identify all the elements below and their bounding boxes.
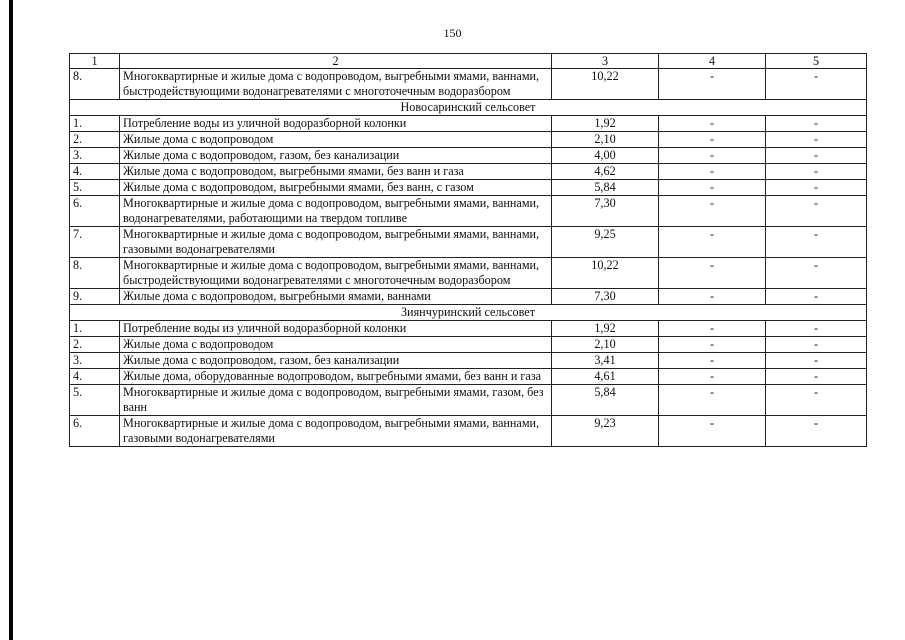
- row-value-col5: -: [766, 369, 867, 385]
- row-value-col3: 5,84: [552, 180, 659, 196]
- row-description: Жилые дома с водопроводом, выгребными ямами, ваннами: [120, 289, 552, 305]
- section-title: Зиянчуринский сельсовет: [70, 305, 867, 321]
- row-value-col3: 2,10: [552, 337, 659, 353]
- table-row: [70, 196, 867, 227]
- table-row: [70, 132, 867, 148]
- row-value-col5: -: [766, 180, 867, 196]
- row-value-col3: 1,92: [552, 321, 659, 337]
- row-description: Жилые дома с водопроводом, газом, без канализации: [120, 148, 552, 164]
- row-value-col3: 1,92: [552, 116, 659, 132]
- row-number: 2.: [70, 132, 120, 148]
- row-value-col4: -: [659, 180, 766, 196]
- row-value-col5: -: [766, 132, 867, 148]
- section-header-row: [70, 100, 867, 116]
- table-row: [70, 180, 867, 196]
- table-row: [70, 369, 867, 385]
- row-description: Жилые дома с водопроводом: [120, 337, 552, 353]
- row-value-col5: -: [766, 258, 867, 289]
- row-value-col5: -: [766, 116, 867, 132]
- header-cell: 1: [70, 54, 120, 69]
- page-edge-bar: [9, 0, 13, 640]
- row-description: Многоквартирные и жилые дома с водопроводом, выгребными ямами, ваннами, быстродействующими водонагревателями с многоточечным водоразбором: [120, 258, 552, 289]
- row-value-col4: -: [659, 337, 766, 353]
- row-value-col4: -: [659, 69, 766, 100]
- row-value-col5: -: [766, 227, 867, 258]
- row-number: 5.: [70, 180, 120, 196]
- row-value-col3: 2,10: [552, 132, 659, 148]
- row-value-col3: 4,61: [552, 369, 659, 385]
- row-number: 1.: [70, 116, 120, 132]
- table-row: [70, 321, 867, 337]
- row-number: 3.: [70, 148, 120, 164]
- row-value-col5: -: [766, 289, 867, 305]
- row-value-col3: 7,30: [552, 196, 659, 227]
- row-value-col3: 5,84: [552, 385, 659, 416]
- row-description: Многоквартирные и жилые дома с водопроводом, выгребными ямами, ваннами, газовыми водонагревателями: [120, 416, 552, 447]
- row-number: 1.: [70, 321, 120, 337]
- tariff-table: [69, 53, 867, 447]
- table-header-row: [70, 54, 867, 69]
- header-cell: 2: [120, 54, 552, 69]
- row-description: Многоквартирные и жилые дома с водопроводом, выгребными ямами, ваннами, водонагревателями, работающими на твердом топливе: [120, 196, 552, 227]
- row-value-col5: -: [766, 164, 867, 180]
- row-value-col5: -: [766, 385, 867, 416]
- row-value-col4: -: [659, 164, 766, 180]
- row-value-col4: -: [659, 116, 766, 132]
- row-description: Жилые дома, оборудованные водопроводом, выгребными ямами, без ванн и газа: [120, 369, 552, 385]
- row-value-col4: -: [659, 227, 766, 258]
- row-value-col3: 10,22: [552, 69, 659, 100]
- row-description: Жилые дома с водопроводом, выгребными ямами, без ванн, с газом: [120, 180, 552, 196]
- row-description: Многоквартирные и жилые дома с водопроводом, выгребными ямами, газом, без ванн: [120, 385, 552, 416]
- table-row: [70, 337, 867, 353]
- table-row: [70, 227, 867, 258]
- table-row: [70, 353, 867, 369]
- row-value-col4: -: [659, 289, 766, 305]
- row-description: Потребление воды из уличной водоразборной колонки: [120, 116, 552, 132]
- row-value-col4: -: [659, 148, 766, 164]
- row-value-col3: 9,25: [552, 227, 659, 258]
- row-value-col4: -: [659, 385, 766, 416]
- row-value-col3: 9,23: [552, 416, 659, 447]
- section-title: Новосаринский сельсовет: [70, 100, 867, 116]
- table-row: [70, 69, 867, 100]
- row-value-col4: -: [659, 132, 766, 148]
- table-row: [70, 148, 867, 164]
- row-description: Многоквартирные и жилые дома с водопроводом, выгребными ямами, ваннами, быстродействующими водонагревателями с многоточечным водоразбором: [120, 69, 552, 100]
- row-value-col3: 3,41: [552, 353, 659, 369]
- table-row: [70, 385, 867, 416]
- row-value-col5: -: [766, 196, 867, 227]
- row-number: 6.: [70, 196, 120, 227]
- row-number: 4.: [70, 164, 120, 180]
- row-value-col4: -: [659, 353, 766, 369]
- row-number: 8.: [70, 258, 120, 289]
- row-number: 5.: [70, 385, 120, 416]
- row-description: Жилые дома с водопроводом, выгребными ямами, без ванн и газа: [120, 164, 552, 180]
- table-row: [70, 164, 867, 180]
- table-row: [70, 258, 867, 289]
- row-value-col5: -: [766, 148, 867, 164]
- row-description: Потребление воды из уличной водоразборной колонки: [120, 321, 552, 337]
- row-value-col4: -: [659, 416, 766, 447]
- row-value-col4: -: [659, 321, 766, 337]
- section-header-row: [70, 305, 867, 321]
- row-number: 8.: [70, 69, 120, 100]
- table-row: [70, 289, 867, 305]
- row-value-col5: -: [766, 416, 867, 447]
- row-value-col5: -: [766, 321, 867, 337]
- table-row: [70, 416, 867, 447]
- row-value-col5: -: [766, 69, 867, 100]
- row-value-col5: -: [766, 337, 867, 353]
- page-number: 150: [443, 26, 462, 40]
- header-cell: 4: [659, 54, 766, 69]
- row-number: 7.: [70, 227, 120, 258]
- row-number: 6.: [70, 416, 120, 447]
- row-number: 2.: [70, 337, 120, 353]
- row-value-col3: 10,22: [552, 258, 659, 289]
- row-value-col5: -: [766, 353, 867, 369]
- row-value-col4: -: [659, 369, 766, 385]
- row-number: 3.: [70, 353, 120, 369]
- row-value-col4: -: [659, 258, 766, 289]
- row-value-col3: 4,62: [552, 164, 659, 180]
- table-row: [70, 116, 867, 132]
- row-description: Жилые дома с водопроводом, газом, без канализации: [120, 353, 552, 369]
- header-cell: 5: [766, 54, 867, 69]
- row-value-col3: 7,30: [552, 289, 659, 305]
- row-description: Жилые дома с водопроводом: [120, 132, 552, 148]
- row-number: 4.: [70, 369, 120, 385]
- header-cell: 3: [552, 54, 659, 69]
- row-number: 9.: [70, 289, 120, 305]
- row-value-col3: 4,00: [552, 148, 659, 164]
- row-value-col4: -: [659, 196, 766, 227]
- row-description: Многоквартирные и жилые дома с водопроводом, выгребными ямами, ваннами, газовыми водонагревателями: [120, 227, 552, 258]
